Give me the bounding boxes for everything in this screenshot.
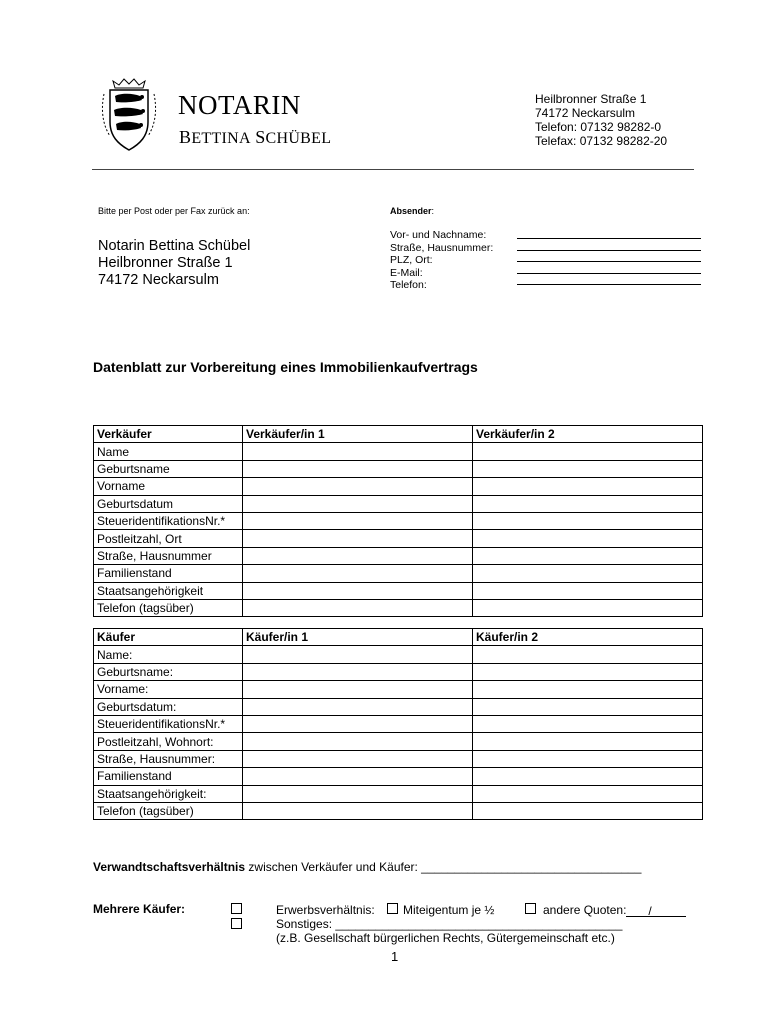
buyer1-cell[interactable] [243,768,473,785]
row-label: Postleitzahl, Ort [94,530,243,547]
table-row [94,681,703,698]
table-row [94,530,703,547]
buyer2-cell[interactable] [473,715,703,732]
recipient-name: Notarin Bettina Schübel [98,238,251,254]
table-row [94,565,703,582]
buyer1-cell[interactable] [243,785,473,802]
sender-field-labels [390,229,493,292]
document-title: Datenblatt zur Vorbereitung eines Immobilienkaufvertrags [93,359,478,375]
office-title: NOTARIN [178,90,301,120]
table-row [94,495,703,512]
table-row [94,768,703,785]
header-divider [92,169,694,170]
sellers-table [93,425,703,617]
buyer2-cell[interactable] [473,750,703,767]
sender-street-line[interactable] [517,250,701,251]
other-line: Sonstiges: ___________________________________________ [276,917,623,931]
table-row [94,733,703,750]
row-label: Postleitzahl, Wohnort: [94,733,243,750]
row-label: SteueridentifikationsNr.* [94,715,243,732]
row-label: Geburtsdatum: [94,698,243,715]
seller1-cell[interactable] [243,460,473,477]
table-row [94,663,703,680]
seller1-cell[interactable] [243,530,473,547]
seller1-cell[interactable] [243,582,473,599]
row-label: Geburtsname: [94,663,243,680]
row-label: Telefon (tagsüber) [94,802,243,819]
seller2-cell[interactable] [473,599,703,616]
seller1-cell[interactable] [243,565,473,582]
sender-label-city: PLZ, Ort: [390,254,433,267]
coat-of-arms-logo [100,78,158,152]
address-fax: Telefax: 07132 98282-20 [535,134,668,148]
column-header: Käufer [94,629,243,646]
seller1-cell[interactable] [243,495,473,512]
table-row [94,460,703,477]
relationship-input-line[interactable]: _________________________________ [421,860,642,874]
row-label: Straße, Hausnummer [94,547,243,564]
buyers-table [93,628,703,820]
sender-input-lines [517,230,701,285]
row-label: Staatsangehörigkeit: [94,785,243,802]
table-row [94,750,703,767]
buyer2-cell[interactable] [473,663,703,680]
address-phone: Telefon: 07132 98282-0 [535,120,662,134]
seller1-cell[interactable] [243,478,473,495]
row-label: Straße, Hausnummer: [94,750,243,767]
seller1-cell[interactable] [243,599,473,616]
sellers-table-header [94,426,703,443]
acquisition-label: Erwerbsverhältnis: [276,903,375,917]
table-row [94,698,703,715]
row-label: Staatsangehörigkeit [94,582,243,599]
seller2-cell[interactable] [473,478,703,495]
equal-share-checkbox[interactable] [387,903,398,914]
sender-name-line[interactable] [517,238,701,239]
buyer1-cell[interactable] [243,646,473,663]
office-address [535,92,667,148]
table-row [94,443,703,460]
buyer2-cell[interactable] [473,698,703,715]
seller2-cell[interactable] [473,582,703,599]
sender-label-name: Vor- und Nachname: [390,229,487,241]
row-label: Geburtsname [94,460,243,477]
table-row [94,547,703,564]
quota-denominator-line[interactable] [664,904,686,917]
column-header: Verkäufer/in 2 [473,426,703,443]
page-number: 1 [391,949,399,964]
buyers-table-header [94,629,703,646]
multiple-buyers-label: Mehrere Käufer: [93,902,186,916]
buyer1-cell[interactable] [243,663,473,680]
table-row [94,646,703,663]
recipient-city: 74172 Neckarsulm [98,272,219,288]
seller2-cell[interactable] [473,460,703,477]
buyer1-cell[interactable] [243,733,473,750]
seller2-cell[interactable] [473,547,703,564]
row-label: Vorname [94,478,243,495]
address-street: Heilbronner Straße 1 [535,92,647,106]
table-row [94,478,703,495]
buyer1-cell[interactable] [243,715,473,732]
other-input-line[interactable]: ___________________________________________ [335,917,623,931]
notary-name: BETTINA SCHÜBEL [179,127,332,147]
seller1-cell[interactable] [243,547,473,564]
buyer2-cell[interactable] [473,785,703,802]
other-hint: (z.B. Gesellschaft bürgerlichen Rechts, Gütergemeinschaft etc.) [276,931,615,945]
buyer2-cell[interactable] [473,733,703,750]
sender-email-line[interactable] [517,273,701,274]
seller2-cell[interactable] [473,565,703,582]
table-row [94,512,703,529]
sender-heading: Absender: [390,206,435,216]
table-row [94,599,703,616]
table-row [94,715,703,732]
seller2-cell[interactable] [473,495,703,512]
other-quota-checkbox[interactable] [525,903,536,914]
seller1-cell[interactable] [243,443,473,460]
row-label: Geburtsdatum [94,495,243,512]
buyer1-cell[interactable] [243,802,473,819]
recipient-street: Heilbronner Straße 1 [98,255,233,271]
sender-phone-line[interactable] [517,284,701,285]
row-label: Name [94,443,243,460]
row-label: Telefon (tagsüber) [94,599,243,616]
buyer2-cell[interactable] [473,802,703,819]
column-header: Verkäufer [94,426,243,443]
seller2-cell[interactable] [473,512,703,529]
row-label: SteueridentifikationsNr.* [94,512,243,529]
buyer1-cell[interactable] [243,698,473,715]
table-row [94,785,703,802]
row-label: Familienstand [94,565,243,582]
other-quota-option: andere Quoten: / [543,903,686,917]
seller1-cell[interactable] [243,512,473,529]
buyer2-cell[interactable] [473,768,703,785]
recipient-address [98,238,250,289]
column-header: Käufer/in 1 [243,629,473,646]
relationship-line: Verwandtschaftsverhältnis zwischen Verkäufer und Käufer: _________________________________ [93,860,642,874]
address-city: 74172 Neckarsulm [535,106,636,120]
row-label: Vorname: [94,681,243,698]
sender-city-line[interactable] [517,261,701,262]
buyer1-cell[interactable] [243,681,473,698]
table-row [94,802,703,819]
other-checkbox[interactable] [231,918,242,929]
table-row [94,582,703,599]
buyer1-cell[interactable] [243,750,473,767]
sender-label-phone: Telefon: [390,279,427,292]
buyer2-cell[interactable] [473,646,703,663]
sender-label-street: Straße, Hausnummer: [390,241,494,254]
row-label: Name: [94,646,243,663]
quota-separator: / [648,904,664,917]
quota-numerator-line[interactable] [626,904,648,917]
buyer2-cell[interactable] [473,681,703,698]
return-instruction: Bitte per Post oder per Fax zurück an: [98,206,250,216]
equal-share-label: Miteigentum je ½ [403,903,495,917]
seller2-cell[interactable] [473,443,703,460]
sender-label-email: E-Mail: [390,266,423,279]
column-header: Verkäufer/in 1 [243,426,473,443]
acquisition-checkbox[interactable] [231,903,242,914]
column-header: Käufer/in 2 [473,629,703,646]
row-label: Familienstand [94,768,243,785]
seller2-cell[interactable] [473,530,703,547]
